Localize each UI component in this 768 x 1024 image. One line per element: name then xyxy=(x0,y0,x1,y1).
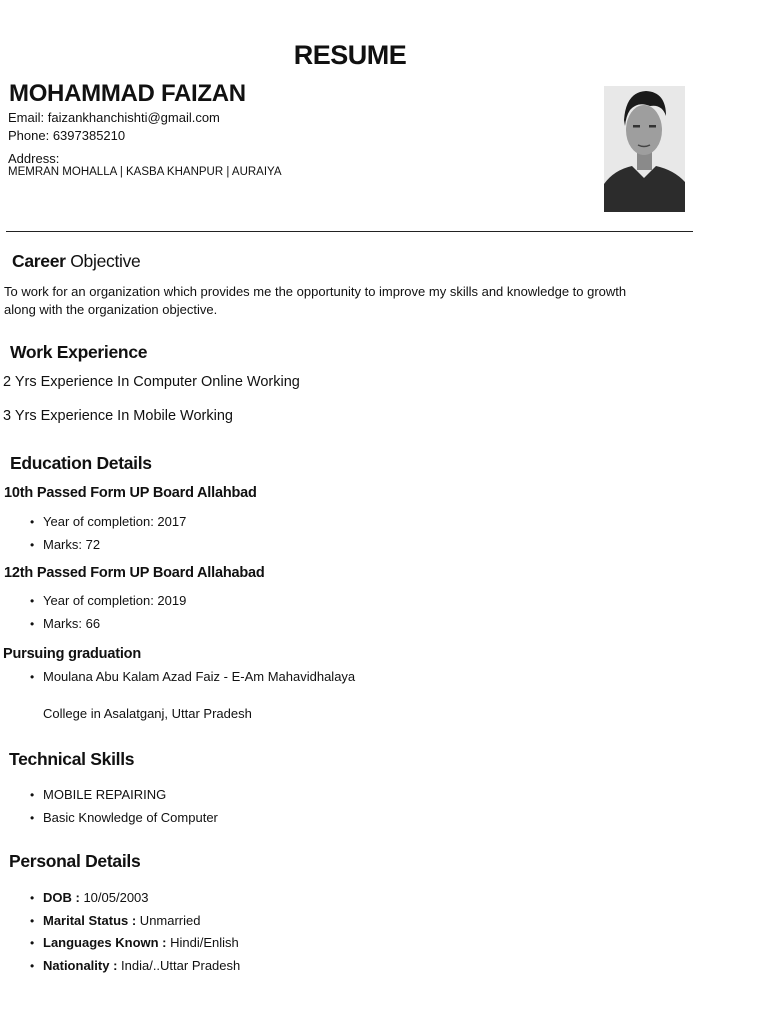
work-experience-item: 3 Yrs Experience In Mobile Working xyxy=(3,408,233,424)
personal-item-marital xyxy=(30,910,240,933)
languages-value: Hindi/Enlish xyxy=(166,935,239,950)
tenth-details xyxy=(30,511,186,556)
personal-item-nationality xyxy=(30,955,240,978)
portrait-image xyxy=(604,86,685,212)
tenth-title: 10th Passed Form UP Board Allahbad xyxy=(4,485,257,501)
work-experience-item: 2 Yrs Experience In Computer Online Working xyxy=(3,374,300,390)
twelfth-details xyxy=(30,590,186,635)
document-title: RESUME xyxy=(293,40,407,70)
skills-list xyxy=(30,784,218,829)
tenth-year: • Year of completion: 2017 xyxy=(30,511,186,534)
personal-item-languages xyxy=(30,932,240,955)
address-value: MEMRAN MOHALLA | KASBA KHANPUR | AURAIYA xyxy=(8,166,282,178)
phone-line: Phone: 6397385210 xyxy=(8,128,126,143)
email-line: Email: faizankhanchishti@gmail.com xyxy=(8,110,220,125)
technical-skills-heading: Technical Skills xyxy=(9,749,135,769)
languages-label: Languages Known : xyxy=(43,935,167,950)
personal-item-dob xyxy=(30,887,240,910)
career-heading-bold: Career xyxy=(12,251,66,271)
profile-photo xyxy=(604,86,685,212)
marital-value: Unmarried xyxy=(136,912,201,928)
dob-value: 10/05/2003 xyxy=(79,890,149,905)
skill-item: • Basic Knowledge of Computer xyxy=(30,807,218,830)
graduation-college-continued: College in Asalatganj, Uttar Pradesh xyxy=(43,706,252,721)
applicant-name: MOHAMMAD FAIZAN xyxy=(9,80,246,107)
graduation-title: Pursuing graduation xyxy=(3,646,141,662)
nationality-value: India/..Uttar Pradesh xyxy=(117,957,241,973)
twelfth-year: • Year of completion: 2019 xyxy=(30,590,186,613)
tenth-marks: • Marks: 72 xyxy=(30,534,186,557)
personal-details-list xyxy=(30,887,240,977)
education-heading: Education Details xyxy=(10,453,152,473)
career-objective-text-line2: along with the organization objective. xyxy=(4,302,218,317)
header-divider xyxy=(6,231,693,232)
graduation-college: • Moulana Abu Kalam Azad Faiz - E-Am Mahavidhalaya xyxy=(30,666,355,689)
graduation-details xyxy=(30,666,355,689)
nationality-label: Nationality : xyxy=(43,957,118,973)
twelfth-title: 12th Passed Form UP Board Allahabad xyxy=(4,565,265,581)
skill-item: • MOBILE REPAIRING xyxy=(30,784,218,807)
personal-details-heading: Personal Details xyxy=(9,851,141,871)
work-experience-heading: Work Experience xyxy=(10,342,148,362)
career-objective-heading xyxy=(12,251,140,272)
career-heading-light: Objective xyxy=(70,251,141,271)
career-objective-text-line1: To work for an organization which provides me the opportunity to improve my skills and knowledge to growth xyxy=(4,284,627,299)
dob-label: DOB : xyxy=(43,890,80,905)
marital-label: Marital Status : xyxy=(43,912,137,928)
twelfth-marks: • Marks: 66 xyxy=(30,613,186,636)
address-label: Address: xyxy=(8,151,60,166)
